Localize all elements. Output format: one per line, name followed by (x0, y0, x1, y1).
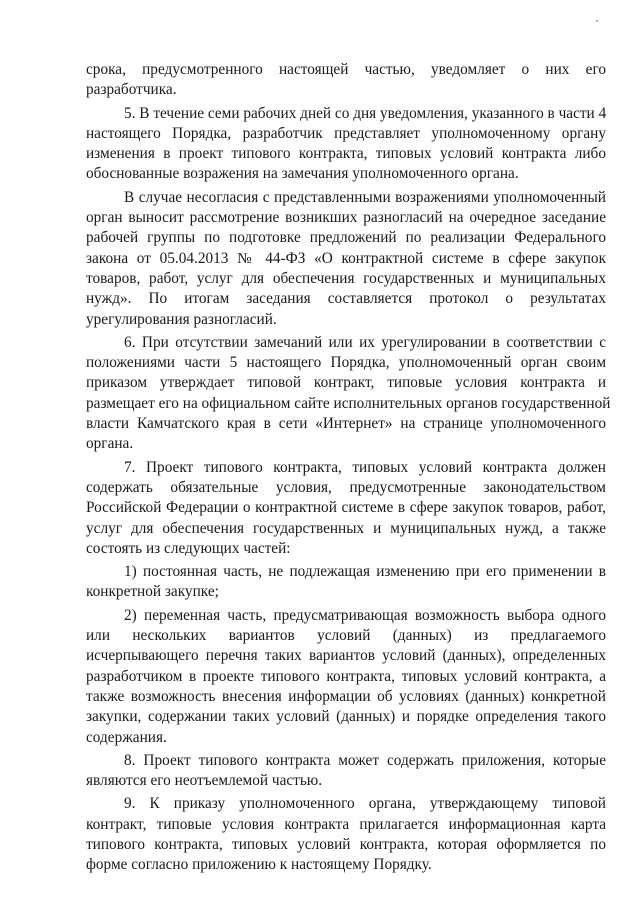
text-line: орган выносит рассмотрение возникших разногласий на очередное заседание (86, 209, 606, 227)
text-line: или нескольких вариантов условий (данных) из предлагаемого (86, 627, 606, 645)
text-line: также возможность внесения информации об условиях (данных) конкретной (86, 687, 606, 705)
text-line: 7. Проект типового контракта, типовых условий контракта должен (124, 458, 606, 476)
text-line: услуг для обеспечения государственных и муниципальных нужд, а также (86, 519, 606, 537)
text-line: рабочей группы по подготовке предложений по реализации Федерального (86, 229, 606, 247)
paragraph-item-5 (86, 104, 606, 185)
text-line: положениями части 5 настоящего Порядка, уполномоченный орган своим (86, 354, 606, 372)
document-page (86, 60, 611, 876)
text-line: закупки, содержании таких условий (данных) и порядке определения такого (86, 708, 606, 726)
text-line: исчерпывающего перечня таких вариантов условий (данных), определенных (86, 647, 606, 665)
text-line: органа. (86, 435, 134, 453)
text-line: состоять из следующих частей: (86, 539, 291, 557)
text-line: форме согласно приложению к настоящему Порядку. (86, 856, 432, 874)
text-line: 9. К приказу уполномоченного органа, утверждающему типовой (124, 795, 606, 813)
text-line: разработчиком в проекте типового контракта, типовых условий контракта, а (86, 667, 606, 685)
text-line: являются его неотъемлемой частью. (86, 772, 323, 790)
text-line: закона от 05.04.2013 № 44-ФЗ «О контрактной системе в сфере закупок (86, 249, 606, 267)
text-line: власти Камчатского края в сети «Интернет» на странице уполномоченного (86, 415, 606, 433)
text-line: нужд». По итогам заседания составляется протокол о результатах (86, 290, 606, 308)
text-line: контракт, типовые условия контракта прилагается информационная карта (86, 815, 606, 833)
paragraph-item-9 (86, 794, 606, 875)
scan-dot (596, 20, 598, 22)
text-line: типового контракта, типовых условий контракта, которая оформляется по (86, 835, 606, 853)
text-line: 1) постоянная часть, не подлежащая изменению при его применении в (124, 563, 606, 581)
text-line: В случае несогласия с представленными возражениями уполномоченный (124, 188, 606, 206)
paragraph-continuation (86, 60, 606, 101)
text-line: конкретной закупке; (86, 583, 219, 601)
text-line: урегулирования разногласий. (86, 310, 277, 328)
text-line: изменения в проект типового контракта, типовых условий контракта либо (86, 145, 606, 163)
paragraph-item-6 (86, 333, 611, 455)
paragraph-disagreement (86, 188, 606, 330)
text-line: 2) переменная часть, предусматривающая возможность выбора одного (124, 606, 606, 624)
text-line: разработчика. (86, 81, 177, 99)
text-line: товаров, работ, услуг для обеспечения государственных и муниципальных (86, 269, 606, 287)
text-line: настоящего Порядка, разработчик представляет уполномоченному органу (86, 124, 606, 142)
text-line: размещает его на официальном сайте исполнительных органов государственной (86, 394, 611, 412)
list-item-2 (86, 606, 606, 748)
text-line: приказом утверждает типовой контракт, типовые условия контракта и (86, 374, 606, 392)
text-line: Российской Федерации о контрактной системе в сфере закупок товаров, работ, (86, 499, 606, 517)
paragraph-item-8 (86, 751, 606, 792)
text-line: 8. Проект типового контракта может содержать приложения, которые (124, 751, 606, 769)
text-line: содержания. (86, 728, 167, 746)
text-line: 6. При отсутствии замечаний или их урегулировании в соответствии с (124, 333, 606, 351)
text-line: обоснованные возражения на замечания уполномоченного органа. (86, 165, 519, 183)
text-line: содержать обязательные условия, предусмотренные законодательством (86, 478, 606, 496)
paragraph-item-7 (86, 458, 606, 559)
list-item-1 (86, 562, 606, 603)
text-line: 5. В течение семи рабочих дней со дня уведомления, указанного в части 4 (124, 104, 607, 122)
text-line: срока, предусмотренного настоящей частью, уведомляет о них его (86, 61, 606, 78)
